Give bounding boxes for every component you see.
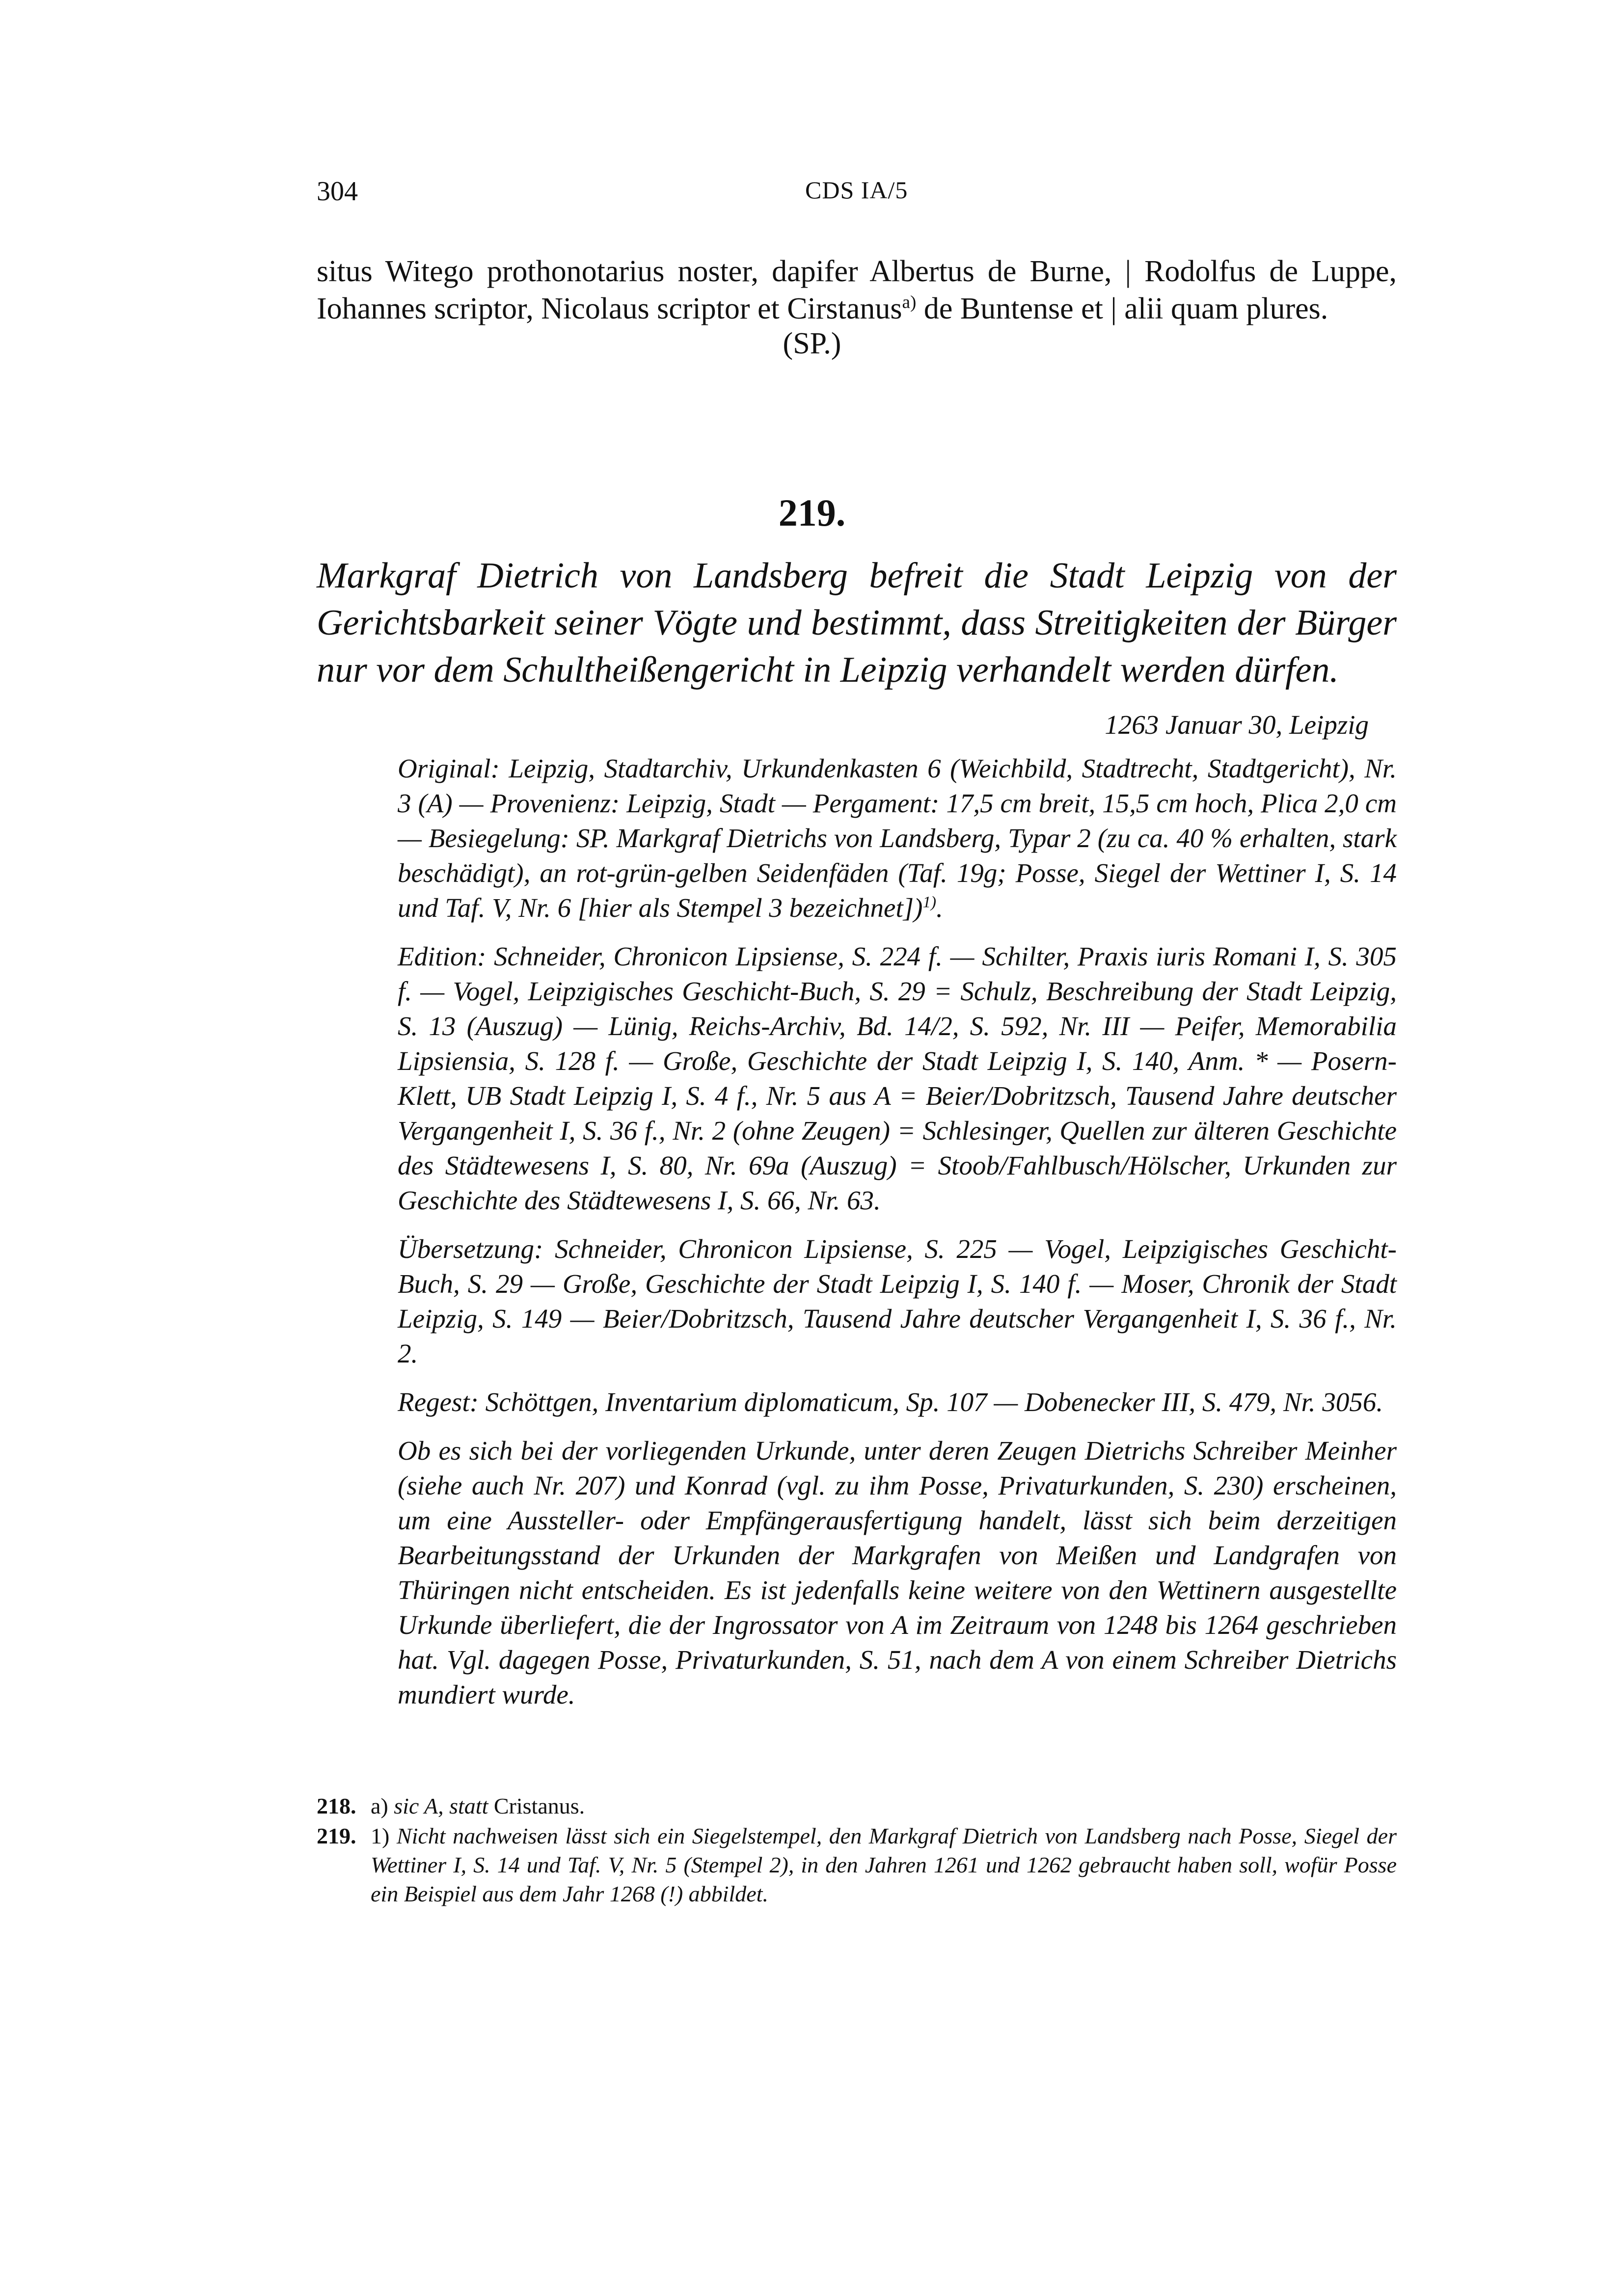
closing-text: situs Witego prothonotarius noster, dapifer Albertus de Burne, | Rodolfus de Luppe, Iohannes scriptor, Nicolaus scriptor et Cirstanus (317, 255, 1397, 325)
footnote-ref: 219. (317, 1823, 356, 1848)
commentary: Ob es sich bei der vorliegenden Urkunde, unter deren Zeugen Dietrichs Schreiber Meinher (siehe auch Nr. 207) und Konrad (vgl. zu ihm Posse, Privaturkunden, S. 230) erscheinen, um eine Aussteller- oder Empfängerausfertigung handelt, lässt sich beim derzeitigen Bearbeitungsstand der Urkunden der Markgrafen von Meißen und Landgrafen von Thüringen nicht entscheiden. Es ist jedenfalls keine weitere von den Wettinern ausgestellte Urkunde überliefert, die der Ingrossator von A im Zeitraum von 1248 bis 1264 geschrieben hat. Vgl. dagegen Posse, Privaturkunden, S. 51, nach dem A von einem Schreiber Dietrichs mundiert wurde. (398, 1436, 1397, 1709)
footnote (317, 1791, 1397, 1820)
translation: Übersetzung: Schneider, Chronicon Lipsiense, S. 225 — Vogel, Leipzigisches Geschicht-Buch, S. 29 — Große, Geschichte der Stadt Leipzig I, S. 140 f. — Moser, Chronik der Stadt Leipzig, S. 149 — Beier/Dobritzsch, Tausend Jahre deutscher Vergangenheit I, S. 36 f., Nr. 2. (398, 1234, 1397, 1368)
original-description (398, 751, 1397, 925)
closing-text-end: de Buntense et | alii quam plures. (916, 292, 1328, 325)
regest-references: Regest: Schöttgen, Inventarium diplomaticum, Sp. 107 — Dobenecker III, S. 479, Nr. 3056. (398, 1387, 1383, 1417)
footnote-marker: a) (902, 292, 917, 313)
original-footnote-marker: 1) (922, 893, 936, 911)
seal-note: (SP.) (783, 327, 841, 360)
footnote-marker: a) (371, 1793, 394, 1818)
running-title: CDS IA/5 (805, 176, 908, 204)
page-number: 304 (317, 176, 358, 207)
edition: Edition: Schneider, Chronicon Lipsiense, S. 224 f. — Schilter, Praxis iuris Romani I, S. 305 f. — Vogel, Leipzigisches Geschicht-Buch, S. 29 = Schulz, Beschreibung der Stadt Leipzig, S. 13 (Auszug) — Lünig, Reichs-Archiv, Bd. 14/2, S. 592, Nr. III — Peifer, Memorabilia Lipsiensia, S. 128 f. — Große, Geschichte der Stadt Leipzig I, S. 140, Anm. * — Posern-Klett, UB Stadt Leipzig I, S. 4 f., Nr. 5 aus A = Beier/Dobritzsch, Tausend Jahre deutscher Vergangenheit I, S. 36 f., Nr. 2 (ohne Zeugen) = Schlesinger, Quellen zur älteren Geschichte des Städtewesens I, S. 80, Nr. 69a (Auszug) = Stoob/Fahlbusch/Hölscher, Urkunden zur Geschichte des Städtewesens I, S. 66, Nr. 63. (398, 941, 1397, 1215)
date-place: 1263 Januar 30, Leipzig (1105, 710, 1369, 740)
previous-document-closing (317, 253, 1397, 327)
footnote-ref: 218. (317, 1793, 356, 1818)
footnote-body (371, 1821, 1397, 1908)
document-regest: Markgraf Dietrich von Landsberg befreit die Stadt Leipzig von der Gerichtsbarkeit seiner Vögte und bestimmt, dass Streitigkeiten der Bürger nur vor dem Schultheißengericht in Leipzig verhandelt werden dürfen. (317, 556, 1397, 690)
footnote (317, 1821, 1397, 1908)
original-end: . (936, 893, 943, 923)
document-number: 219. (778, 491, 846, 534)
footnotes (317, 1791, 1397, 1909)
apparatus (398, 751, 1397, 1726)
footnote-marker: 1) (371, 1823, 397, 1848)
footnote-italic: Nicht nachweisen lässt sich ein Siegelstempel, den Markgraf Dietrich von Landsberg nach Posse, Siegel der Wettiner I, S. 14 und Taf. V, Nr. 5 (Stempel 2), in den Jahren 1261 und 1262 gebraucht haben soll, wofür Posse ein Beispiel aus dem Jahr 1268 (!) abbildet. (371, 1823, 1397, 1906)
original-text: Original: Leipzig, Stadtarchiv, Urkundenkasten 6 (Weichbild, Stadtrecht, Stadtgericht), Nr. 3 (A) — Provenienz: Leipzig, Stadt — Pergament: 17,5 cm breit, 15,5 cm hoch, Plica 2,0 cm — Besiegelung: SP. Markgraf Dietrichs von Landsberg, Typar 2 (zu ca. 40 % erhalten, stark beschädigt), an rot-grün-gelben Seidenfäden (Taf. 19g; Posse, Siegel der Wettiner I, S. 14 und Taf. V, Nr. 6 [hier als Stempel 3 bezeichnet]) (398, 753, 1397, 923)
footnote-body (371, 1791, 1397, 1820)
footnote-italic: sic A, statt (394, 1793, 488, 1818)
footnote-plain: Cristanus. (488, 1793, 585, 1818)
